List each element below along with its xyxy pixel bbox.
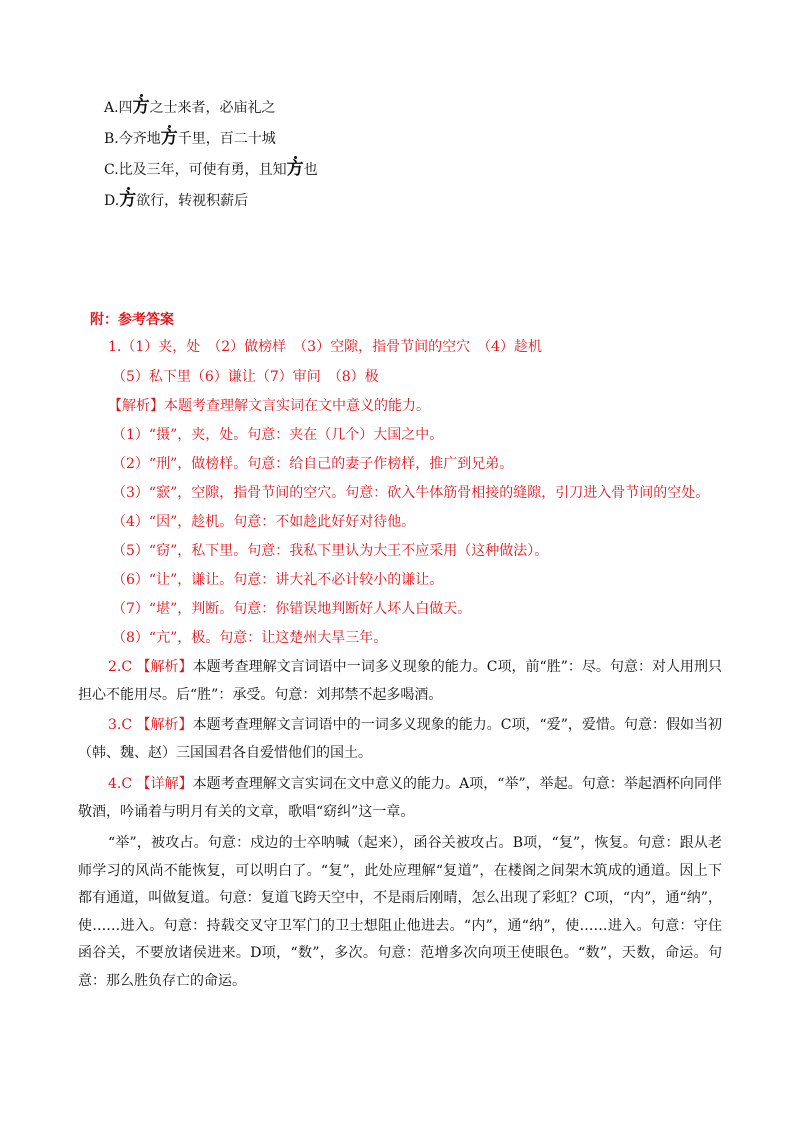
option-b-emphasis: 方 — [160, 128, 178, 148]
option-d-prefix: D. — [104, 193, 120, 209]
option-a — [104, 97, 276, 118]
option-a-prefix: A.四 — [104, 100, 133, 116]
answers-heading: 附：参考答案 — [90, 312, 174, 328]
q4-continuation: “举”，被攻占。句意：戍边的士卒呐喊（起来），函谷关被攻占。B项，“复”，恢复。句意：跟从老师学习的风尚不能恢复，可以明白了。“复”，此处应理解“复道”，在楼阁之间架木筑成的通道。因上下都有通道，叫做复道。句意：复道飞跨天空中，不是雨后刚晴，怎么出现了彩虹？C项，“内”，通“纳”，使……进入。句意：持载交叉守卫军门的卫士想阻止他进去。“内”，通“纳”，使……进入。句意：守住函谷关，不要放诸侯进来。D项，“数”，多次。句意：范增多次向项王使眼色。“数”，天数，命运。句意：那么胜负存亡的命运。 — [78, 835, 722, 989]
option-c-prefix: C.比及三年，可使有勇，且知 — [104, 162, 287, 178]
q4-tag: 4.C 【详解】 — [108, 776, 193, 792]
q2-tag: 2.C 【解析】 — [108, 659, 193, 675]
q1-analysis: 【解析】本题考查理解文言实词在文中意义的能力。 — [108, 398, 430, 414]
q1-item: （2）“刑”，做榜样。句意：给自己的妻子作榜样，推广到兄弟。 — [112, 456, 514, 472]
option-d-emphasis: 方 — [119, 190, 137, 210]
q1-answer-line-2: （5）私下里（6）谦让（7）审问 （8）极 — [112, 369, 379, 385]
option-d — [104, 190, 248, 211]
q3-tag: 3.C 【解析】 — [108, 717, 193, 733]
option-c — [104, 159, 318, 180]
q1-item: （7）“堪”，判断。句意：你错误地判断好人坏人白做天。 — [112, 601, 472, 617]
q1-item: （6）“让”，谦让。句意：讲大礼不必计较小的谦让。 — [112, 572, 444, 588]
option-b — [104, 128, 276, 149]
option-c-emphasis: 方 — [286, 159, 304, 179]
q3-answer — [78, 712, 722, 767]
option-b-prefix: B.今齐地 — [104, 131, 161, 147]
q1-answer-line-1: 1.（1）夹，处 （2）做榜样 （3）空隙，指骨节间的空穴 （4）趁机 — [108, 339, 542, 355]
option-d-suffix: 欲行，转视积薪后 — [136, 193, 249, 209]
option-b-suffix: 千里，百二十城 — [177, 131, 276, 147]
q1-item: （8）“亢”，极。句意：让这楚州大旱三年。 — [112, 630, 388, 646]
q4-text: 本题考查理解文言实词在文中意义的能力。A项，“举”，举起。句意：举起酒杯向同伴敬酒，吟诵着与明月有关的文章，歌唱“窈纠”这一章。 — [78, 776, 722, 820]
q2-text: 本题考查理解文言词语中一词多义现象的能力。C项，前“胜”：尽。句意：对人用刑只担心不能用尽。后“胜”：承受。句意：刘邦禁不起多喝酒。 — [78, 659, 722, 703]
q1-item: （4）“因”，趁机。句意：不如趁此好好对待他。 — [112, 514, 416, 530]
option-a-emphasis: 方 — [132, 97, 150, 117]
q1-item: （5）“窃”，私下里。句意：我私下里认为大王不应采用（这种做法）。 — [112, 543, 549, 559]
option-a-suffix: 之士来者，必庙礼之 — [149, 100, 276, 116]
q2-answer — [78, 654, 722, 709]
q1-item: （3）“窾”，空隙，指骨节间的空穴。句意：砍入牛体筋骨相接的缝隙，引刀进入骨节间的空处。 — [112, 485, 710, 501]
q4-answer — [78, 771, 722, 826]
q3-text: 本题考查理解文言词语中的一词多义现象的能力。C项，“爱”，爱惜。句意：假如当初（韩、魏、赵）三国国君各自爱惜他们的国土。 — [78, 717, 722, 761]
q1-item: （1）“摄”，夹，处。句意：夹在（几个）大国之中。 — [112, 427, 444, 443]
option-c-suffix: 也 — [303, 162, 318, 178]
